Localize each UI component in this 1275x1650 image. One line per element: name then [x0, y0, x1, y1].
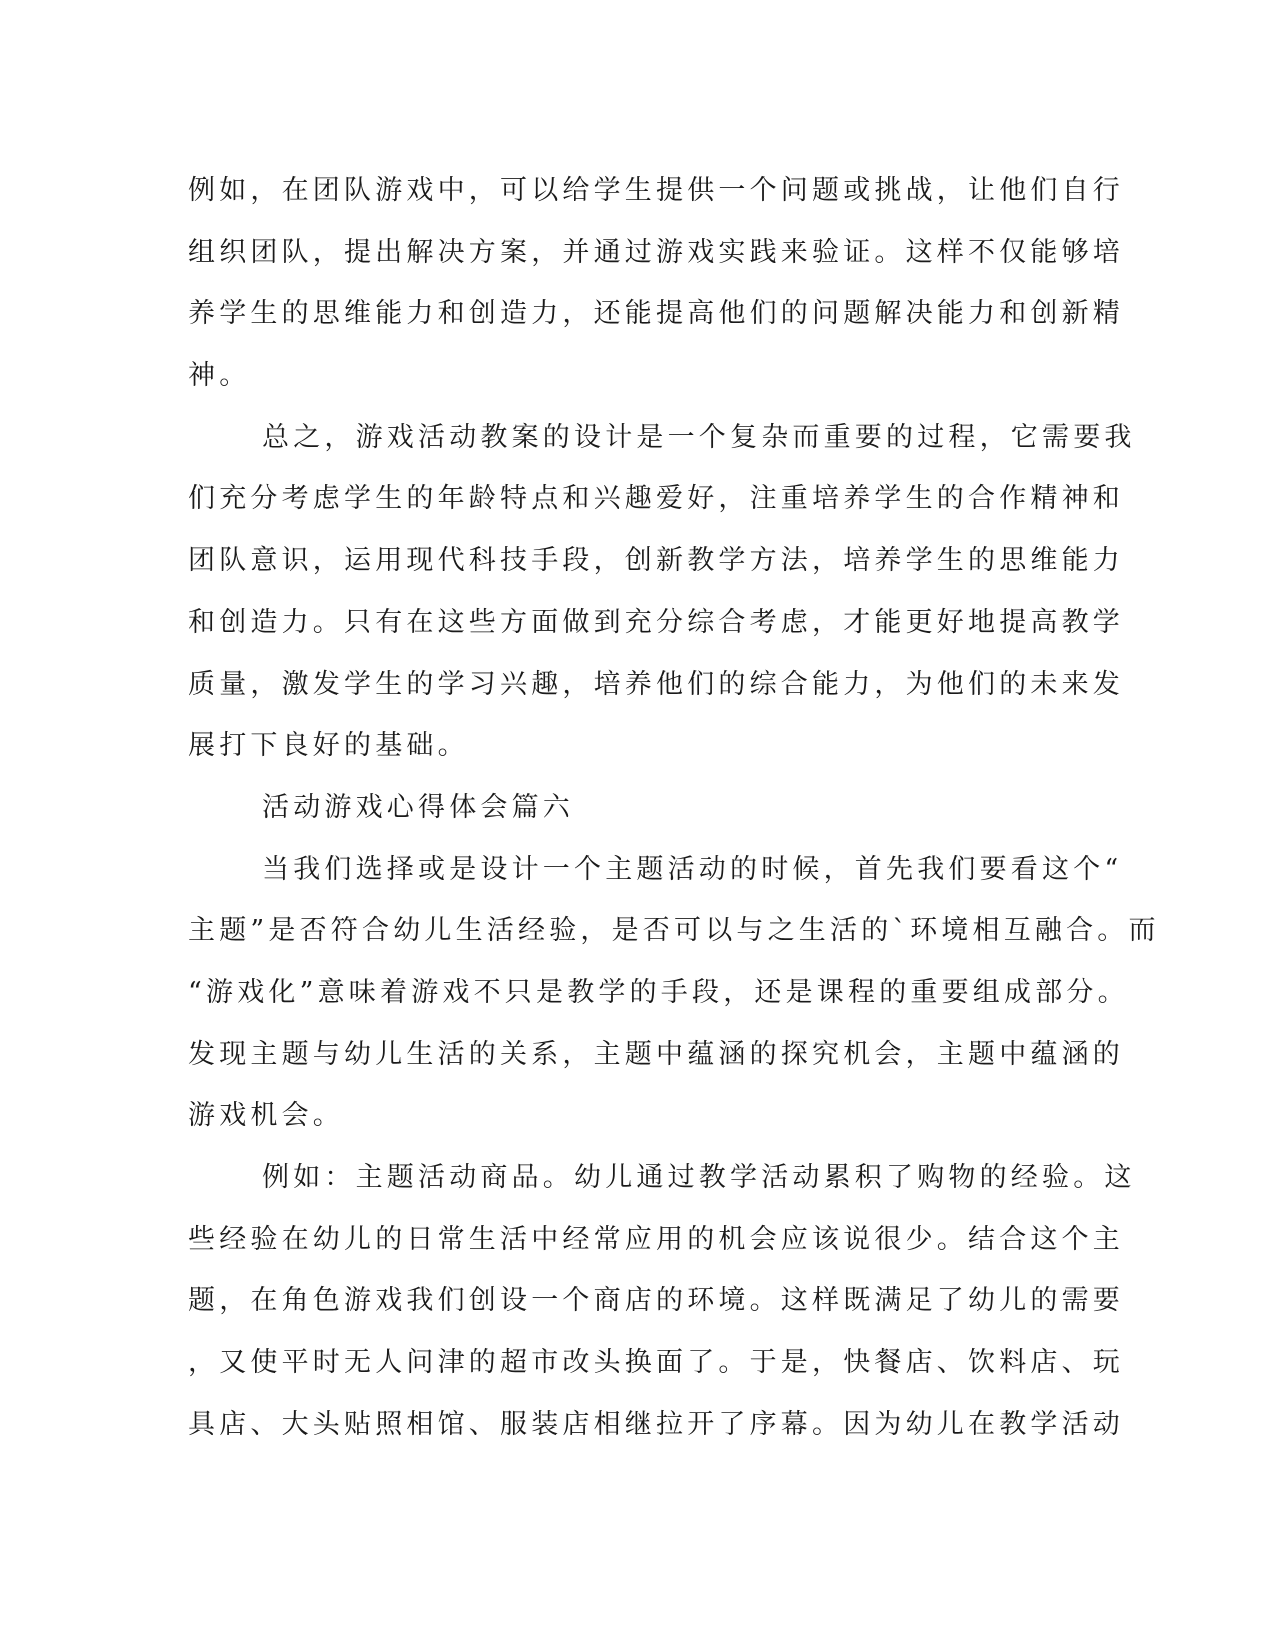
text-line: “游戏化”意味着游戏不只是教学的手段，还是课程的重要组成部分。: [188, 976, 1129, 1008]
text-line: 展打下良好的基础。: [188, 730, 469, 762]
text-line: 题，在角色游戏我们创设一个商店的环境。这样既满足了幼儿的需要: [188, 1285, 1124, 1317]
text-line: 发现主题与幼儿生活的关系，主题中蕴涵的探究机会，主题中蕴涵的: [188, 1038, 1124, 1070]
text-line: 当我们选择或是设计一个主题活动的时候，首先我们要看这个“: [262, 853, 1123, 885]
text-line: 具店、大头贴照相馆、服装店相继拉开了序幕。因为幼儿在教学活动: [188, 1408, 1124, 1440]
text-line: 团队意识，运用现代科技手段，创新教学方法，培养学生的思维能力: [188, 545, 1124, 577]
section-heading: 活动游戏心得体会篇六: [262, 791, 574, 823]
body-text: [188, 160, 1160, 1455]
text-line: 些经验在幼儿的日常生活中经常应用的机会应该说很少。结合这个主: [188, 1223, 1124, 1255]
text-line: 总之，游戏活动教案的设计是一个复杂而重要的过程，它需要我: [262, 421, 1136, 453]
text-line: 神。: [188, 360, 251, 392]
text-line: 游戏机会。: [188, 1100, 344, 1132]
text-line: 们充分考虑学生的年龄特点和兴趣爱好，注重培养学生的合作精神和: [188, 483, 1124, 515]
text-line: 和创造力。只有在这些方面做到充分综合考虑，才能更好地提高教学: [188, 606, 1124, 638]
text-line: ，又使平时无人问津的超市改头换面了。于是，快餐店、饮料店、玩: [188, 1347, 1124, 1379]
text-line: 质量，激发学生的学习兴趣，培养他们的综合能力，为他们的未来发: [188, 668, 1124, 700]
text-line: 养学生的思维能力和创造力，还能提高他们的问题解决能力和创新精: [188, 298, 1124, 330]
text-line: 例如：主题活动商品。幼儿通过教学活动累积了购物的经验。这: [262, 1162, 1136, 1193]
text-line: 组织团队，提出解决方案，并通过游戏实践来验证。这样不仅能够培: [188, 236, 1124, 268]
text-line: 主题”是否符合幼儿生活经验，是否可以与之生活的`环境相互融合。而: [188, 915, 1160, 947]
text-line: 例如，在团队游戏中，可以给学生提供一个问题或挑战，让他们自行: [188, 175, 1124, 206]
